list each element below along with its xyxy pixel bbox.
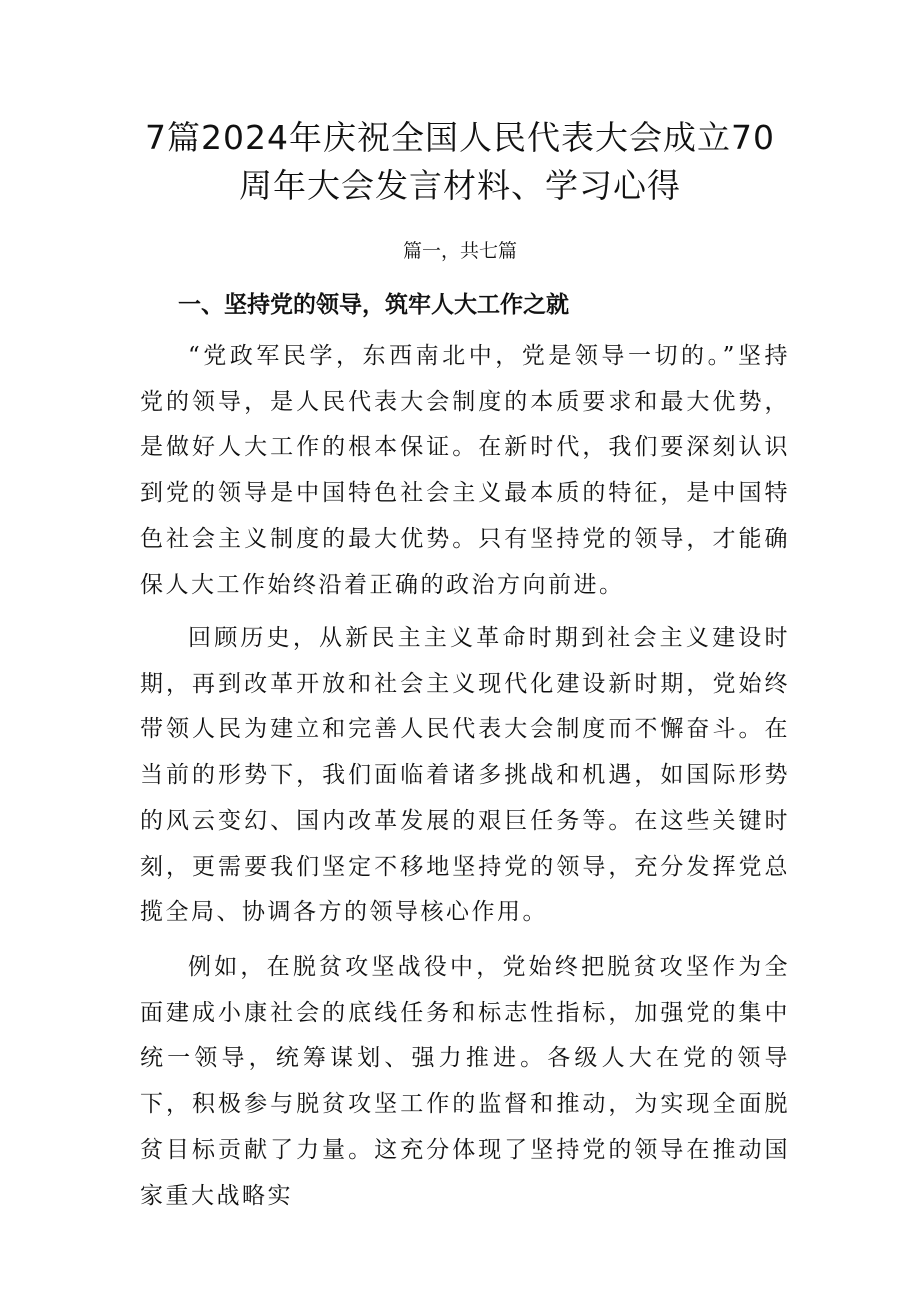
document-subtitle: 篇一，共七篇 — [402, 240, 517, 262]
body-paragraph-3: 例如，在脱贫攻坚战役中，党始终把脱贫攻坚作为全面建成小康社会的底线任务和标志性指标，加强党的集中统一领导，统筹谋划、强力推进。各级人大在党的领导下，积极参与脱贫攻坚工作的监督和推动，为实现全面脱贫目标贡献了力量。这充分体现了坚持党的领导在推动国家重大战略实 — [140, 954, 790, 1209]
body-paragraph-2: 回顾历史，从新民主主义革命时期到社会主义建设时期，再到改革开放和社会主义现代化建设新时期，党始终带领人民为建立和完善人民代表大会制度而不懈奋斗。在当前的形势下，我们面临着诸多挑战和机遇，如国际形势的风云变幻、国内改革发展的艰巨任务等。在这些关键时刻，更需要我们坚定不移地坚持党的领导，充分发挥党总揽全局、协调各方的领导核心作用。 — [140, 625, 790, 926]
body-paragraph-1: “党政军民学，东西南北中，党是领导一切的。”坚持党的领导，是人民代表大会制度的本质要求和最大优势，是做好人大工作的根本保证。在新时代，我们要深刻认识到党的领导是中国特色社会主义最本质的特征，是中国特色社会主义制度的最大优势。只有坚持党的领导，才能确保人大工作始终沿着正确的政治方向前进。 — [140, 343, 790, 598]
section-heading: 一、坚持党的领导，筑牢人大工作之就 — [178, 292, 569, 318]
document-title-line-1: 7篇2024年庆祝全国人民代表大会成立70 — [145, 118, 775, 157]
document-title-line-2: 周年大会发言材料、学习心得 — [239, 166, 681, 205]
